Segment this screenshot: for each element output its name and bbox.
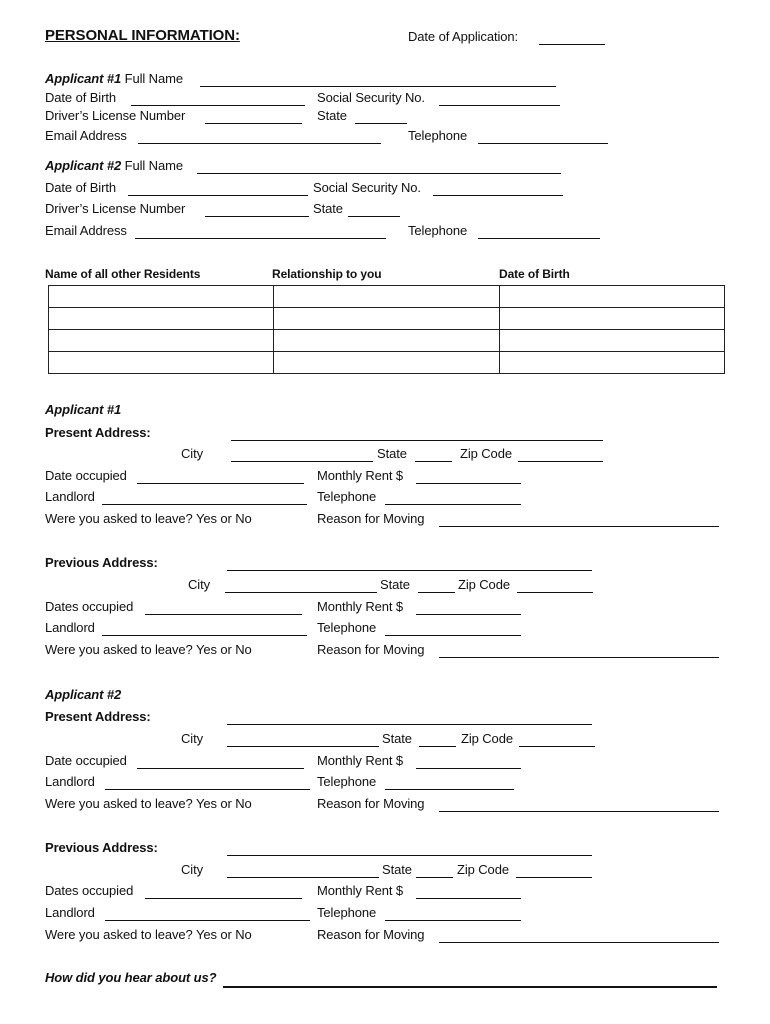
- table-cell[interactable]: [49, 286, 274, 308]
- applicant1-present-state-field[interactable]: [415, 461, 452, 462]
- state-label: State: [313, 201, 343, 216]
- dob-label: Date of Birth: [45, 180, 116, 195]
- applicant1-telephone-field[interactable]: [478, 143, 608, 144]
- applicant1-present-zip-field[interactable]: [518, 461, 603, 462]
- address-applicant1-heading: Applicant #1: [45, 402, 122, 417]
- table-cell[interactable]: [49, 352, 274, 374]
- zip-label: Zip Code: [458, 577, 510, 592]
- applicant2-previous-occupied-field[interactable]: [145, 898, 302, 899]
- city-label: City: [181, 446, 203, 461]
- applicant1-previous-reason-field[interactable]: [439, 657, 719, 658]
- monthly-rent-label: Monthly Rent $: [317, 883, 404, 898]
- residents-table: [48, 285, 725, 374]
- landlord-label: Landlord: [45, 489, 95, 504]
- applicant2-present-occupied-field[interactable]: [137, 768, 304, 769]
- applicant1-present-reason-field[interactable]: [439, 526, 719, 527]
- applicant2-dob-field[interactable]: [128, 195, 308, 196]
- reason-for-moving-label: Reason for Moving: [317, 642, 425, 657]
- present-address-label: Present Address:: [45, 425, 151, 440]
- applicant2-present-telephone-field[interactable]: [385, 789, 514, 790]
- table-cell[interactable]: [499, 352, 724, 374]
- dob-label: Date of Birth: [45, 90, 116, 105]
- applicant1-heading: Applicant #1: [45, 71, 122, 86]
- applicant2-previous-address-field[interactable]: [227, 855, 592, 856]
- applicant1-present-occupied-field[interactable]: [137, 483, 304, 484]
- residents-col-dob: Date of Birth: [499, 267, 570, 281]
- applicant1-dob-field[interactable]: [131, 105, 305, 106]
- ssn-label: Social Security No.: [313, 180, 421, 195]
- applicant1-present-city-field[interactable]: [231, 461, 373, 462]
- table-row: [49, 352, 725, 374]
- email-label: Email Address: [45, 128, 127, 143]
- monthly-rent-label: Monthly Rent $: [317, 753, 404, 768]
- applicant1-previous-zip-field[interactable]: [517, 592, 593, 593]
- table-cell[interactable]: [499, 330, 724, 352]
- applicant2-previous-landlord-field[interactable]: [105, 920, 310, 921]
- reason-for-moving-label: Reason for Moving: [317, 796, 425, 811]
- zip-label: Zip Code: [460, 446, 512, 461]
- telephone-label: Telephone: [317, 489, 377, 504]
- date-occupied-label: Date occupied: [45, 753, 127, 768]
- applicant2-previous-rent-field[interactable]: [416, 898, 521, 899]
- applicant2-present-reason-field[interactable]: [439, 811, 719, 812]
- full-name-label: Full Name: [124, 158, 183, 173]
- applicant2-heading: Applicant #2: [45, 158, 122, 173]
- asked-to-leave-label: Were you asked to leave? Yes or No: [45, 642, 252, 657]
- applicant2-full-name-row: [45, 158, 183, 174]
- full-name-label: Full Name: [124, 71, 183, 86]
- dates-occupied-label: Dates occupied: [45, 883, 134, 898]
- asked-to-leave-label: Were you asked to leave? Yes or No: [45, 511, 252, 526]
- applicant1-state-field[interactable]: [355, 123, 407, 124]
- city-label: City: [181, 862, 203, 877]
- telephone-label: Telephone: [317, 620, 377, 635]
- state-label: State: [382, 731, 412, 746]
- monthly-rent-label: Monthly Rent $: [317, 599, 404, 614]
- applicant1-present-rent-field[interactable]: [416, 483, 521, 484]
- applicant1-previous-rent-field[interactable]: [416, 614, 521, 615]
- telephone-label: Telephone: [317, 774, 377, 789]
- applicant1-present-landlord-field[interactable]: [102, 504, 307, 505]
- ssn-label: Social Security No.: [317, 90, 425, 105]
- applicant2-previous-city-field[interactable]: [227, 877, 379, 878]
- applicant1-previous-landlord-field[interactable]: [102, 635, 307, 636]
- zip-label: Zip Code: [457, 862, 509, 877]
- applicant1-present-address-field[interactable]: [231, 440, 603, 441]
- applicant2-previous-zip-field[interactable]: [516, 877, 592, 878]
- landlord-label: Landlord: [45, 620, 95, 635]
- telephone-label: Telephone: [408, 128, 468, 143]
- how-did-you-hear-field[interactable]: [223, 986, 717, 988]
- applicant2-previous-state-field[interactable]: [416, 877, 453, 878]
- license-label: Driver’s License Number: [45, 201, 186, 216]
- applicant2-email-field[interactable]: [135, 238, 386, 239]
- applicant1-license-field[interactable]: [205, 123, 302, 124]
- landlord-label: Landlord: [45, 905, 95, 920]
- applicant2-license-field[interactable]: [205, 216, 309, 217]
- table-cell[interactable]: [274, 352, 499, 374]
- applicant1-full-name-row: [45, 71, 183, 87]
- applicant2-present-rent-field[interactable]: [416, 768, 521, 769]
- applicant1-full-name-field[interactable]: [200, 86, 556, 87]
- asked-to-leave-label: Were you asked to leave? Yes or No: [45, 927, 252, 942]
- email-label: Email Address: [45, 223, 127, 238]
- applicant2-state-field[interactable]: [348, 216, 400, 217]
- table-cell[interactable]: [49, 308, 274, 330]
- page-title: PERSONAL INFORMATION:: [45, 27, 240, 44]
- applicant2-present-landlord-field[interactable]: [105, 789, 310, 790]
- table-cell[interactable]: [274, 330, 499, 352]
- reason-for-moving-label: Reason for Moving: [317, 511, 425, 526]
- applicant1-previous-occupied-field[interactable]: [145, 614, 302, 615]
- applicant2-present-state-field[interactable]: [419, 746, 456, 747]
- monthly-rent-label: Monthly Rent $: [317, 468, 404, 483]
- asked-to-leave-label: Were you asked to leave? Yes or No: [45, 796, 252, 811]
- applicant1-previous-city-field[interactable]: [225, 592, 377, 593]
- state-label: State: [380, 577, 410, 592]
- table-cell[interactable]: [274, 308, 499, 330]
- applicant1-ssn-field[interactable]: [439, 105, 560, 106]
- previous-address-label: Previous Address:: [45, 555, 158, 570]
- landlord-label: Landlord: [45, 774, 95, 789]
- telephone-label: Telephone: [317, 905, 377, 920]
- how-did-you-hear-label: How did you hear about us?: [45, 970, 217, 985]
- city-label: City: [181, 731, 203, 746]
- license-label: Driver’s License Number: [45, 108, 186, 123]
- table-row: [49, 330, 725, 352]
- applicant2-present-zip-field[interactable]: [519, 746, 595, 747]
- applicant1-previous-address-field[interactable]: [227, 570, 592, 571]
- applicant1-present-telephone-field[interactable]: [385, 504, 521, 505]
- table-cell[interactable]: [49, 330, 274, 352]
- state-label: State: [377, 446, 407, 461]
- applicant2-ssn-field[interactable]: [433, 195, 563, 196]
- date-of-application-field[interactable]: [539, 44, 605, 45]
- zip-label: Zip Code: [461, 731, 513, 746]
- applicant2-telephone-field[interactable]: [478, 238, 600, 239]
- table-cell[interactable]: [499, 286, 724, 308]
- telephone-label: Telephone: [408, 223, 468, 238]
- present-address-label: Present Address:: [45, 709, 151, 724]
- table-row: [49, 286, 725, 308]
- date-of-application-label: Date of Application:: [408, 29, 519, 44]
- date-occupied-label: Date occupied: [45, 468, 127, 483]
- applicant1-email-field[interactable]: [138, 143, 381, 144]
- applicant2-full-name-field[interactable]: [197, 173, 561, 174]
- applicant1-previous-state-field[interactable]: [418, 592, 455, 593]
- residents-col-relationship: Relationship to you: [272, 267, 382, 281]
- reason-for-moving-label: Reason for Moving: [317, 927, 425, 942]
- applicant1-previous-telephone-field[interactable]: [385, 635, 521, 636]
- state-label: State: [382, 862, 412, 877]
- city-label: City: [188, 577, 210, 592]
- applicant2-previous-reason-field[interactable]: [439, 942, 719, 943]
- dates-occupied-label: Dates occupied: [45, 599, 134, 614]
- table-cell[interactable]: [499, 308, 724, 330]
- applicant2-present-city-field[interactable]: [227, 746, 379, 747]
- table-row: [49, 308, 725, 330]
- applicant2-previous-telephone-field[interactable]: [385, 920, 521, 921]
- previous-address-label: Previous Address:: [45, 840, 158, 855]
- table-cell[interactable]: [274, 286, 499, 308]
- address-applicant2-heading: Applicant #2: [45, 687, 122, 702]
- state-label: State: [317, 108, 347, 123]
- residents-col-name: Name of all other Residents: [45, 267, 201, 281]
- applicant2-present-address-field[interactable]: [227, 724, 592, 725]
